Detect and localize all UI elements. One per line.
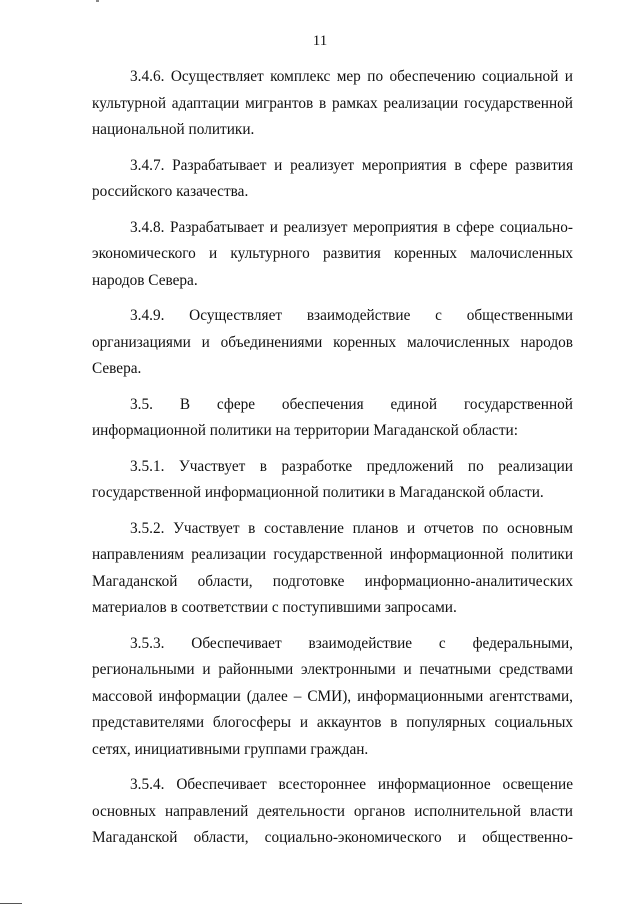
scan-mark [96,0,99,2]
page-number: 11 [312,33,328,49]
paragraph-3-5-2: 3.5.2. Участвует в составление планов и отчетов по основным направлениям реализации государственной информационной политики Магаданской области, подготовке информационно-аналитических материалов в соответствии с поступившими запросами. [92,519,573,616]
scan-edge-line [0,903,22,904]
paragraph-3-5-4: 3.5.4. Обеспечивает всестороннее информационное освещение основных направлений деятельности органов исполнительной власти Магаданской области, социально-экономического и общественно- [92,776,573,846]
paragraph-3-5-1: 3.5.1. Участвует в разработке предложений по реализации государственной информационной политики в Магаданской области. [92,457,573,501]
paragraph-3-4-8: 3.4.8. Разрабатывает и реализует мероприятия в сфере социально-экономического и культурного развития коренных малочисленных народов Севера. [92,218,573,289]
paragraph-3-4-9: 3.4.9. Осуществляет взаимодействие с общественными организациями и объединениями коренных малочисленных народов Севера. [92,307,573,377]
paragraph-3-4-6: 3.4.6. Осуществляет комплекс мер по обеспечению социальной и культурной адаптации мигрантов в рамках реализации государственной национальной политики. [92,68,573,138]
paragraph-3-4-7: 3.4.7. Разрабатывает и реализует мероприятия в сфере развития российского казачества. [92,156,573,200]
paragraph-3-5-3: 3.5.3. Обеспечивает взаимодействие с федеральными, региональными и районными электронными и печатными средствами массовой информации (далее – СМИ), информационными агентствами, представителями блогосферы и аккаунтов в популярных социальных сетях, инициативными группами граждан. [92,634,573,758]
document-body [92,64,573,861]
paragraph-3-5: 3.5. В сфере обеспечения единой государственной информационной политики на территории Магаданской области: [92,395,573,439]
